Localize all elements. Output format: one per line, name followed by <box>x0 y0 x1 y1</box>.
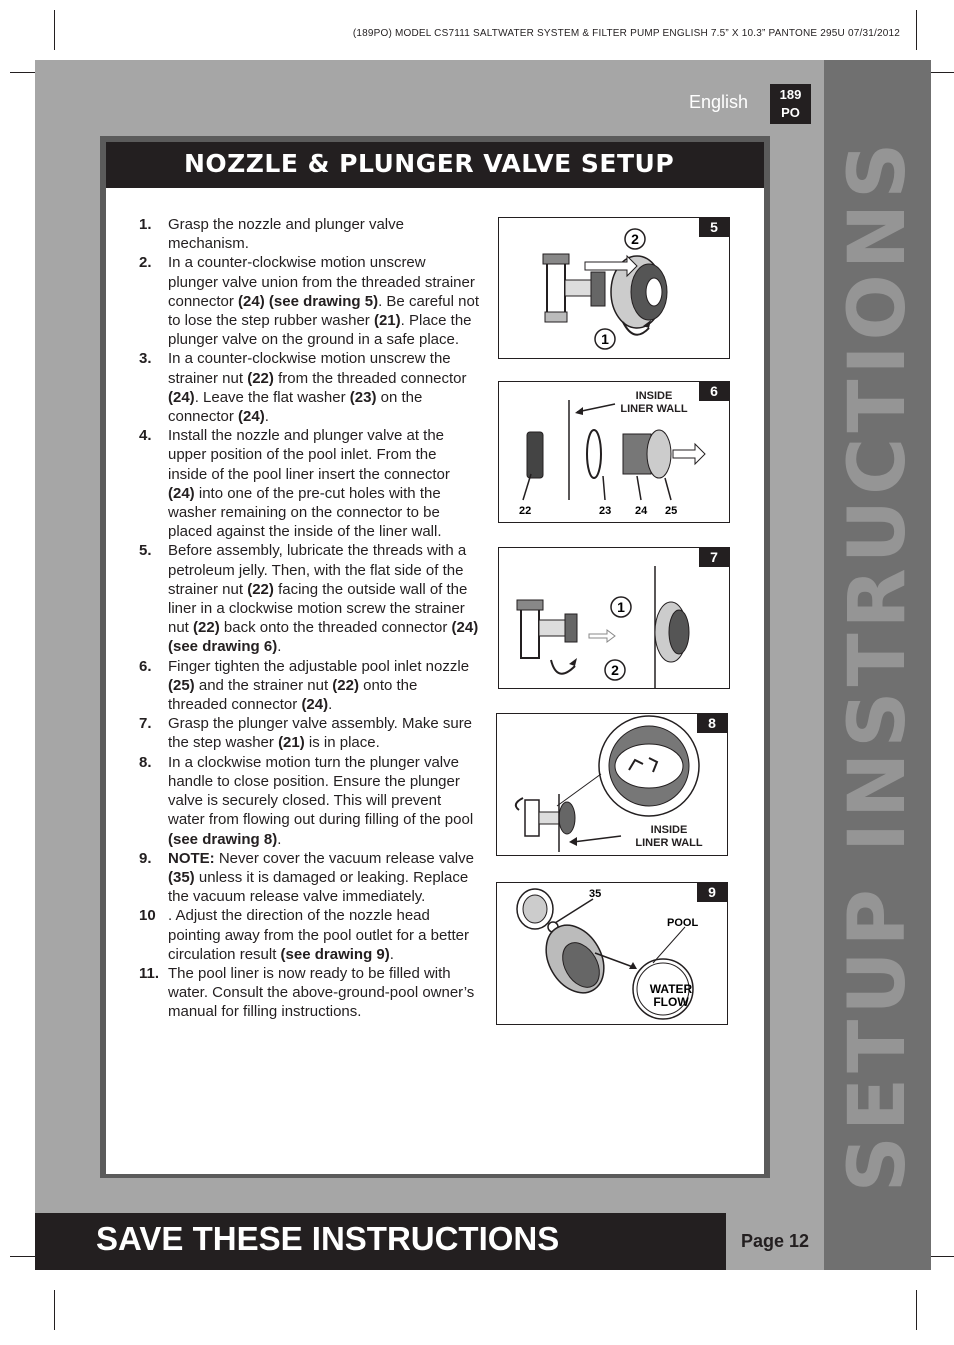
step-text: In a counter-clockwise motion unscrew plunger valve union from the threaded strainer connector (24) (see drawing 5). Be careful not to lose the step rubber washer (21). Place the plunger valve on the ground in a safe place. <box>168 254 479 349</box>
step-text: Install the nozzle and plunger valve at the upper position of the pool inlet. From the inside of the pool liner insert the connector (24) into one of the pre-cut holes with the washer remaining on the connector to be placed against the inside of the liner wall. <box>168 427 450 541</box>
step-item <box>139 849 479 907</box>
step-text: Before assembly, lubricate the threads with a petroleum jelly. Then, with the flat side of the strainer nut (22) facing the outside wall of the liner in a clockwise motion screw the strainer nut (22) back onto the threaded connector (24) (see drawing 6). <box>168 542 479 656</box>
sidebar-text: SETUP INSTRUCTIONS <box>832 137 923 1193</box>
part-label: 24 <box>635 505 648 517</box>
language-label: English <box>689 92 749 112</box>
print-info: (189PO) MODEL CS7111 SALTWATER SYSTEM & FILTER PUMP ENGLISH 7.5” X 10.3” PANTONE 295U 07/31/2012 <box>352 28 900 39</box>
step-number: 5. <box>139 542 152 560</box>
step-number: 10 <box>139 907 156 925</box>
step-item <box>139 753 479 849</box>
part-label: 35 <box>589 888 602 900</box>
pool-label: POOL <box>667 917 699 929</box>
page-code-line1: 189 <box>779 87 802 102</box>
figure-8 <box>496 713 728 856</box>
callout-a: 2 <box>631 231 639 247</box>
wall-label-line2: LINER WALL <box>635 837 703 849</box>
figure-number: 5 <box>699 218 729 237</box>
callout-a: 1 <box>617 599 625 615</box>
step-number: 6. <box>139 657 152 675</box>
step-text: Grasp the nozzle and plunger valve mechanism. <box>168 216 404 253</box>
step-text: Grasp the plunger valve assembly. Make sure the step washer (21) is in place. <box>168 715 473 752</box>
step-number: 1. <box>139 216 152 233</box>
step-item <box>139 349 479 426</box>
save-instructions-text: SAVE THESE INSTRUCTIONS <box>96 1220 560 1257</box>
plunger-valve-drawing <box>499 218 731 360</box>
sidebar-vertical-title <box>824 60 931 1270</box>
callout-b: 1 <box>601 331 609 347</box>
steps-list <box>139 215 479 1022</box>
step-text: In a clockwise motion turn the plunger valve handle to close position. Ensure the plunger valve is securely closed. This will prevent water from flowing out during filling of the pool (see drawing 8). <box>168 753 474 848</box>
step-number: 2. <box>139 254 152 272</box>
flow-label-line1: WATER <box>649 982 693 996</box>
step-number: 9. <box>139 849 152 867</box>
figure-number: 7 <box>699 548 729 567</box>
valve-closed-drawing <box>497 714 729 857</box>
step-number: 3. <box>139 350 152 368</box>
step-number: 8. <box>139 753 152 771</box>
wall-label-line2: LINER WALL <box>620 403 688 415</box>
step-item <box>139 657 479 715</box>
page-code-line2: PO <box>781 105 800 120</box>
flow-label-line2: FLOW <box>653 995 689 1009</box>
nozzle-direction-drawing <box>497 883 729 1026</box>
figure-5 <box>498 217 730 359</box>
page-number: Page 12 <box>726 1213 824 1270</box>
page-code-badge <box>770 84 811 124</box>
callout-b: 2 <box>611 662 619 678</box>
figure-number: 8 <box>697 714 727 733</box>
crop-mark <box>54 1290 55 1330</box>
reassembly-drawing <box>499 548 731 690</box>
wall-label-line1: INSIDE <box>635 390 673 402</box>
step-item <box>139 253 479 349</box>
step-number: 11. <box>139 964 160 982</box>
step-text: NOTE: Never cover the vacuum release valve (35) unless it is damaged or leaking. Replace the vacuum release valve immediately. <box>168 849 474 906</box>
step-text: . Adjust the direction of the nozzle head pointing away from the pool outlet for a better circulation result (see drawing 9). <box>168 907 470 963</box>
step-text: The pool liner is now ready to be filled with water. Consult the above-ground-pool owner’s manual for filling instructions. <box>168 964 475 1021</box>
crop-mark <box>54 10 55 50</box>
footer-bar <box>35 1213 726 1270</box>
step-item <box>139 541 479 656</box>
section-title-bar <box>106 142 764 188</box>
step-item <box>139 426 479 541</box>
figure-number: 9 <box>697 883 727 902</box>
step-number: 7. <box>139 715 152 733</box>
step-text: In a counter-clockwise motion unscrew the strainer nut (22) from the threaded connector (24). Leave the flat washer (23) on the connector (24). <box>168 350 467 426</box>
step-item <box>139 714 479 752</box>
figure-7 <box>498 547 730 689</box>
figure-9 <box>496 882 728 1025</box>
connector-exploded-drawing <box>499 382 731 524</box>
step-number: 4. <box>139 427 152 445</box>
wall-label-line1: INSIDE <box>650 824 688 836</box>
crop-mark <box>916 1290 917 1330</box>
step-text: Finger tighten the adjustable pool inlet nozzle (25) and the strainer nut (22) onto the threaded connector (24). <box>168 657 470 714</box>
figure-number: 6 <box>699 382 729 401</box>
part-label: 22 <box>519 505 532 517</box>
step-item <box>139 215 479 253</box>
step-item <box>139 964 479 1022</box>
figure-6 <box>498 381 730 523</box>
part-label: 25 <box>665 505 678 517</box>
part-label: 23 <box>599 505 612 517</box>
section-title: NOZZLE & PLUNGER VALVE SETUP <box>184 149 675 178</box>
crop-mark <box>916 10 917 50</box>
step-item <box>139 906 479 964</box>
